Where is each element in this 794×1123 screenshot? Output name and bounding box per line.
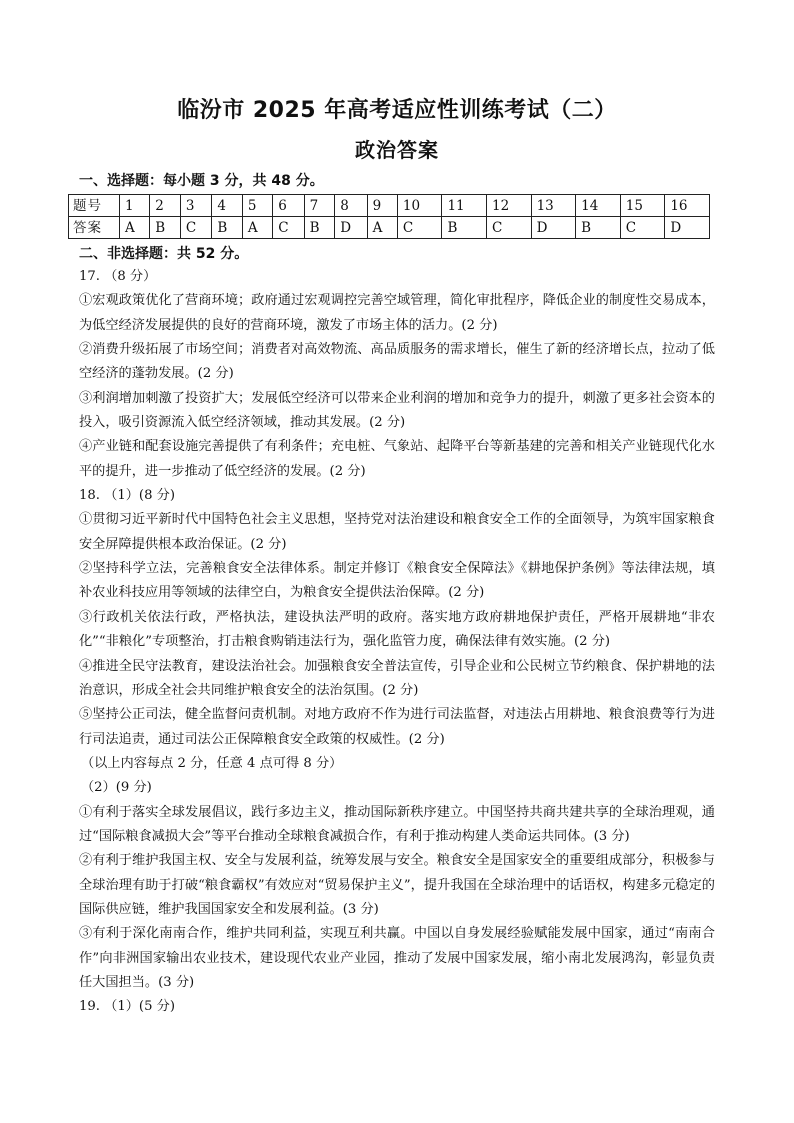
answer-cell: B bbox=[442, 217, 487, 239]
question-number-cell: 1 bbox=[120, 195, 150, 217]
question-number-cell: 11 bbox=[442, 195, 487, 217]
row-label-answer: 答案 bbox=[69, 217, 120, 239]
answer-point: ②坚持科学立法，完善粮食安全法律体系。制定并修订《粮食安全保障法》《耕地保护条例》等法律法规，填补农业科技应用等领域的法律空白，为粮食安全提供法治保障。(2 分) bbox=[79, 561, 715, 601]
answer-point: ④推进全民守法教育，建设法治社会。加强粮食安全普法宣传，引导企业和公民树立节约粮食、保护耕地的法治意识，形成全社会共同维护粮食安全的法治氛围。(2 分) bbox=[79, 658, 715, 698]
answer-point: ③有利于深化南南合作，维护共同利益，实现互利共赢。中国以自身发展经验赋能发展中国家，通过“南南合作”向非洲国家输出农业技术，建设现代农业产业园，推动了发展中国家发展，缩小南北发展鸿沟，彰显负责任大国担当。(3 分) bbox=[79, 926, 715, 990]
answer-cell: A bbox=[367, 217, 397, 239]
answer-cell: C bbox=[620, 217, 665, 239]
answer-point: ③利润增加刺激了投资扩大；发展低空经济可以带来企业利润的增加和竞争力的提升，刺激了更多社会资本的投入，吸引资源流入低空经济领域，推动其发展。(2 分) bbox=[79, 390, 715, 431]
question-number-cell: 8 bbox=[335, 195, 367, 217]
question-number-row bbox=[69, 195, 710, 217]
answer-point: ③行政机关依法行政，严格执法，建设执法严明的政府。落实地方政府耕地保护责任，严格开展耕地“非农化”“非粮化”专项整治，打击粮食购销违法行为，强化监管力度，确保法律有效实施。(2 分) bbox=[79, 609, 715, 650]
answer-cell: D bbox=[665, 217, 710, 239]
question-number-cell: 3 bbox=[180, 195, 211, 217]
question-number-cell: 16 bbox=[665, 195, 710, 217]
answer-point: ①有利于落实全球发展倡议，践行多边主义，推动国际新秩序建立。中国坚持共商共建共享的全球治理观，通过“国际粮食减损大会”等平台推动全球粮食减损合作，有利于推动构建人类命运共同体。(3 分) bbox=[79, 804, 715, 844]
scoring-note: （以上内容每点 2 分，任意 4 点可得 8 分） bbox=[81, 755, 343, 771]
answer-cell: A bbox=[242, 217, 272, 239]
page-subtitle: 政治答案 bbox=[355, 138, 439, 162]
answer-point: ④产业链和配套设施完善提供了有利条件；充电桩、气象站、起降平台等新基建的完善和相关产业链现代化水平的提升，进一步推动了低空经济的发展。(2 分) bbox=[79, 439, 715, 479]
answer-cell: A bbox=[120, 217, 150, 239]
row-label-question: 题号 bbox=[69, 195, 120, 217]
answer-body bbox=[79, 265, 715, 1020]
question-heading: 19. （1）(5 分) bbox=[79, 999, 175, 1015]
question-number-cell: 14 bbox=[576, 195, 621, 217]
answer-cell: B bbox=[212, 217, 243, 239]
question-number-cell: 2 bbox=[150, 195, 181, 217]
question-number-cell: 10 bbox=[397, 195, 442, 217]
question-number-cell: 9 bbox=[367, 195, 397, 217]
answer-cell: D bbox=[335, 217, 367, 239]
answer-cell: C bbox=[273, 217, 304, 239]
question-number-cell: 13 bbox=[531, 195, 576, 217]
answer-cell: B bbox=[304, 217, 335, 239]
answer-cell: C bbox=[397, 217, 442, 239]
sub-question-heading: （2）(9 分) bbox=[81, 780, 152, 796]
answer-cell: B bbox=[576, 217, 621, 239]
question-number-cell: 7 bbox=[304, 195, 335, 217]
answer-key-table bbox=[68, 194, 710, 239]
answer-point: ②消费升级拓展了市场空间；消费者对高效物流、高品质服务的需求增长，催生了新的经济增长点，拉动了低空经济的蓬勃发展。(2 分) bbox=[79, 342, 715, 382]
answer-cell: B bbox=[150, 217, 181, 239]
question-number-cell: 12 bbox=[487, 195, 532, 217]
question-number-cell: 4 bbox=[212, 195, 243, 217]
answer-cell: C bbox=[487, 217, 532, 239]
question-heading: 18. （1）(8 分) bbox=[79, 488, 175, 504]
answer-point: ①贯彻习近平新时代中国特色社会主义思想，坚持党对法治建设和粮食安全工作的全面领导，为筑牢国家粮食安全屏障提供根本政治保证。(2 分) bbox=[79, 512, 715, 552]
answer-point: ⑤坚持公正司法，健全监督问责机制。对地方政府不作为进行司法监督，对违法占用耕地、粮食浪费等行为进行司法追责，通过司法公正保障粮食安全政策的权威性。(2 分) bbox=[79, 707, 715, 747]
answer-cell: C bbox=[180, 217, 211, 239]
page-title: 临汾市 2025 年高考适应性训练考试（二） bbox=[177, 98, 617, 123]
section-multiple-choice-heading: 一、选择题：每小题 3 分，共 48 分。 bbox=[79, 173, 324, 189]
answer-row bbox=[69, 217, 710, 239]
question-number-cell: 5 bbox=[242, 195, 272, 217]
answer-point: ②有利于维护我国主权、安全与发展利益，统筹发展与安全。粮食安全是国家安全的重要组成部分，积极参与全球治理有助于打破“粮食霸权”有效应对“贸易保护主义”，提升我国在全球治理中的话语权，构建多元稳定的国际供应链，维护我国国家安全和发展利益。(3 分) bbox=[79, 853, 715, 917]
answer-cell: D bbox=[531, 217, 576, 239]
section-free-response-heading: 二、非选择题：共 52 分。 bbox=[79, 246, 249, 262]
question-number-cell: 6 bbox=[273, 195, 304, 217]
question-heading: 17. （8 分） bbox=[79, 269, 157, 284]
question-number-cell: 15 bbox=[620, 195, 665, 217]
answer-point: ①宏观政策优化了营商环境；政府通过宏观调控完善空域管理，简化审批程序，降低企业的制度性交易成本，为低空经济发展提供的良好的营商环境，激发了市场主体的活力。(2 分) bbox=[79, 293, 715, 333]
